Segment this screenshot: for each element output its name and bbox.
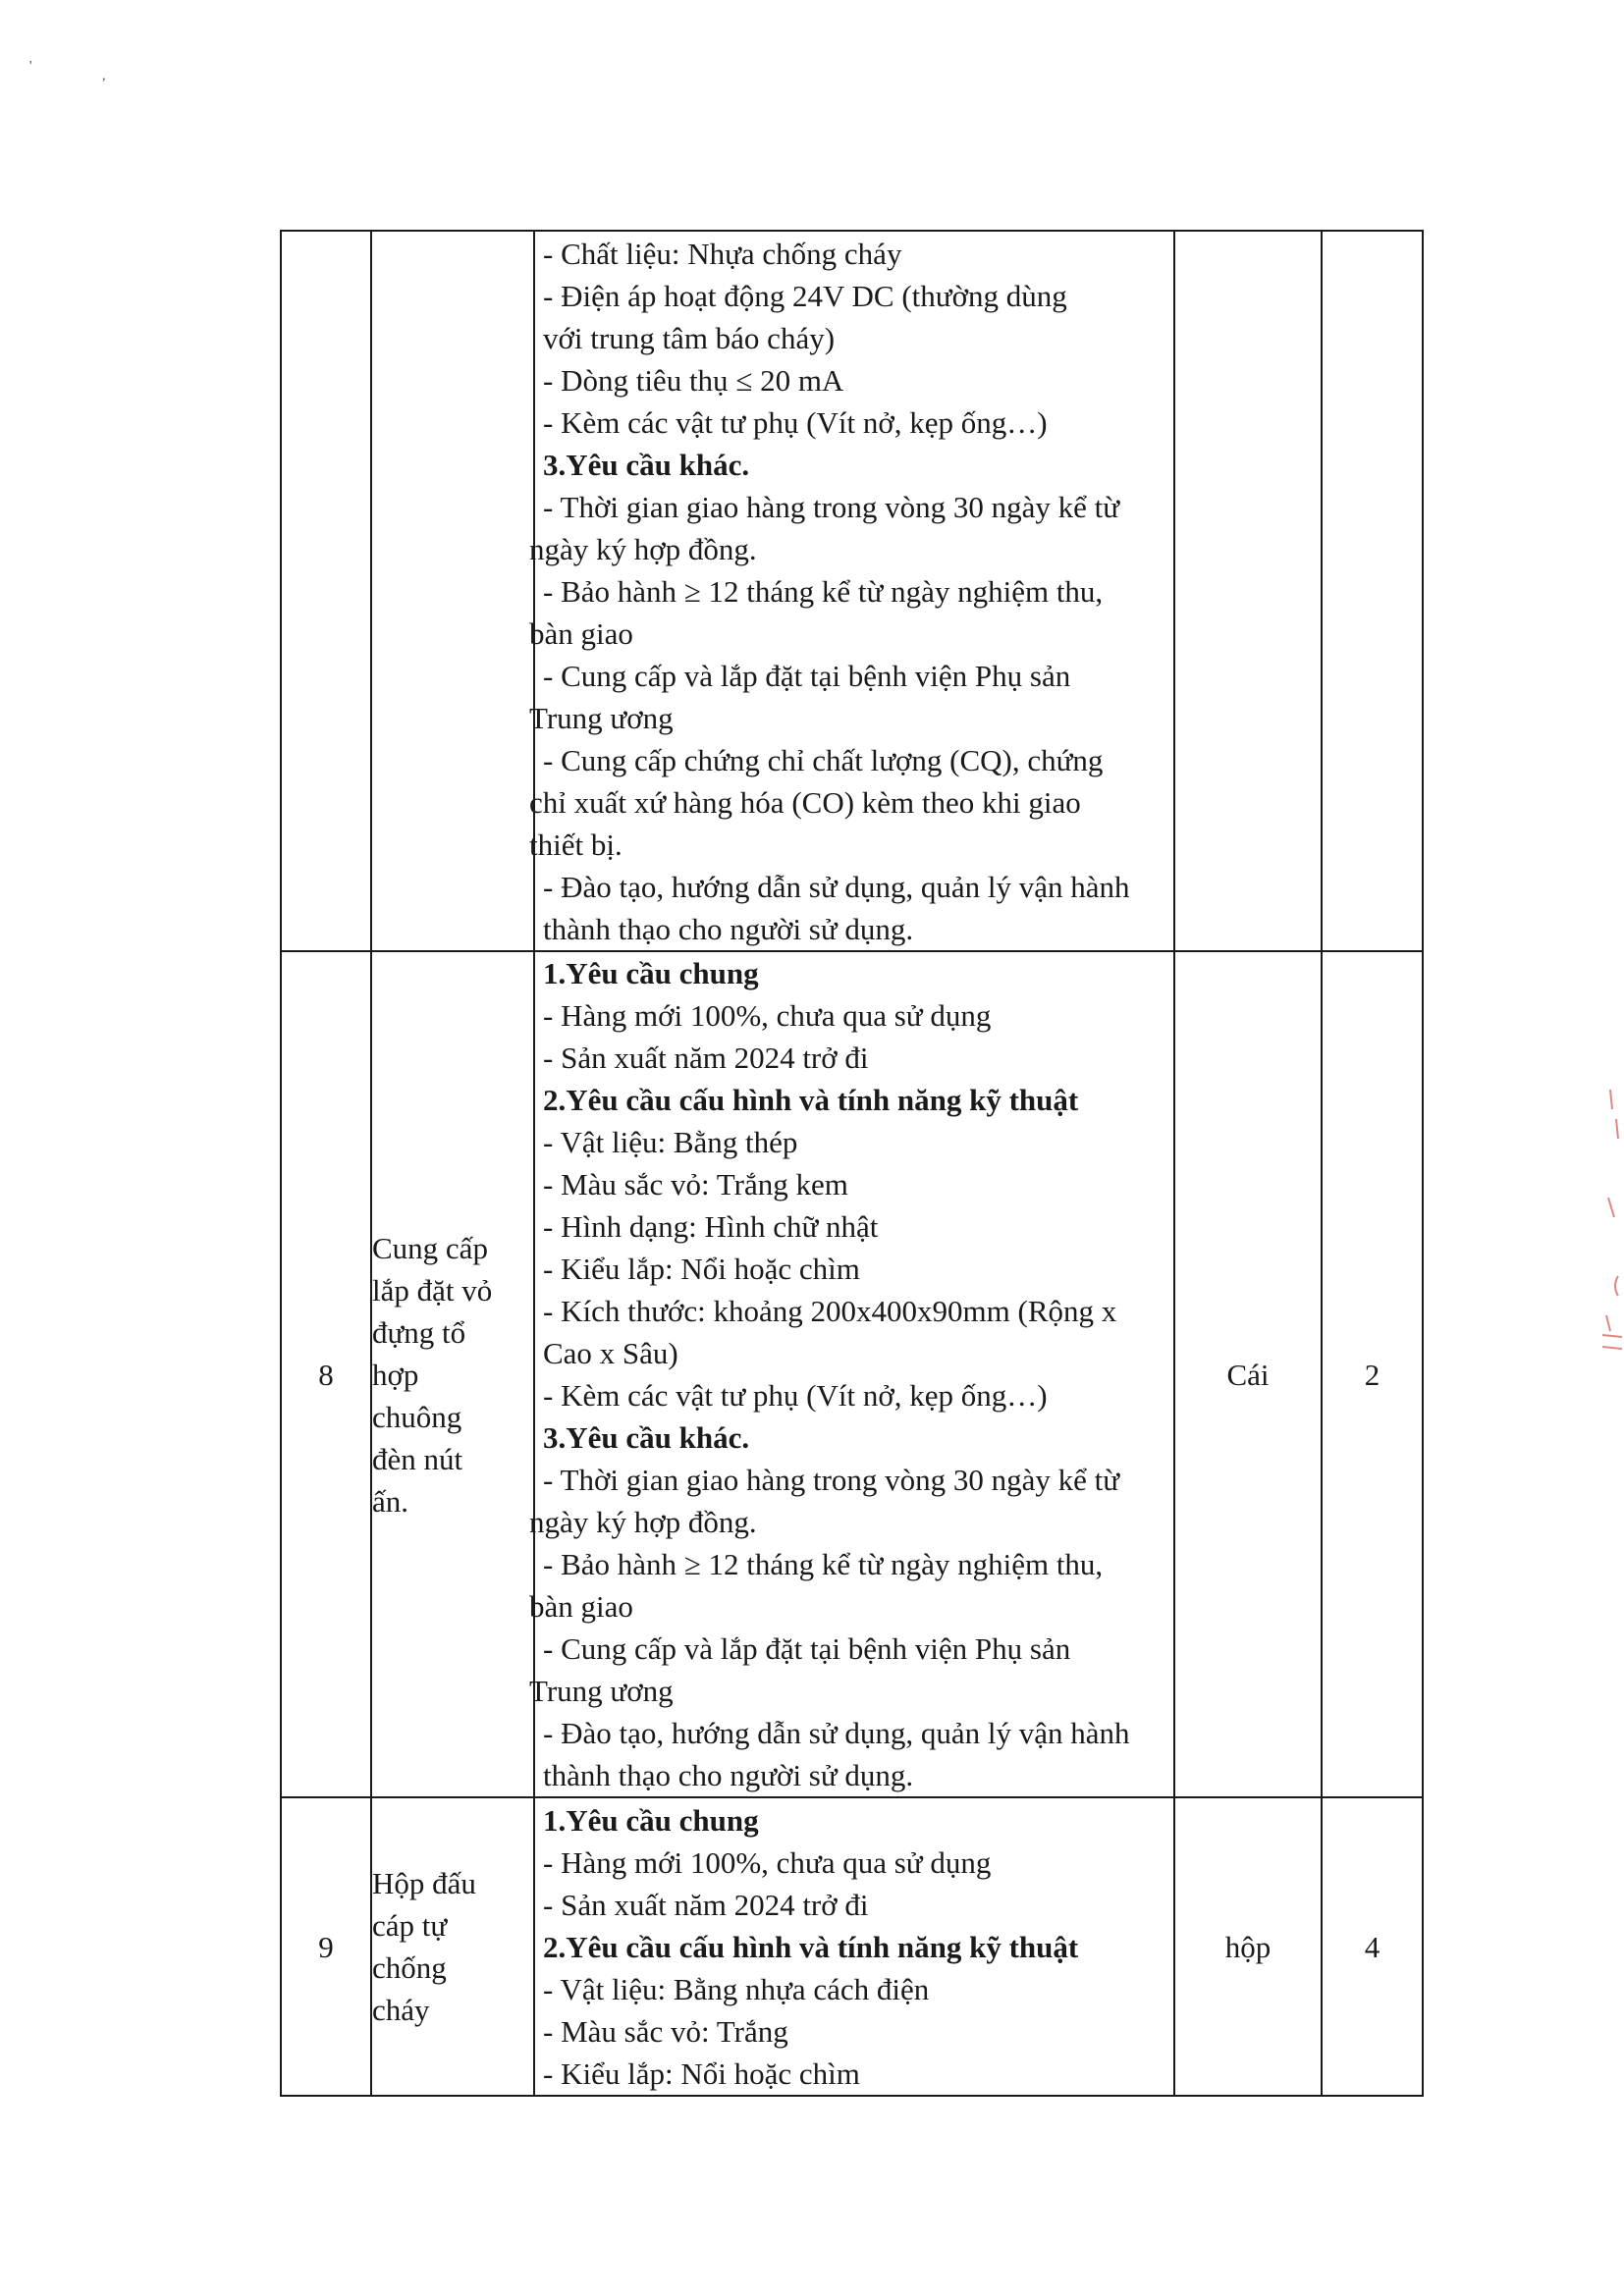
spec-line: - Bảo hành ≥ 12 tháng kể từ ngày nghiệm thu,	[543, 573, 1104, 609]
spec-line: thành thạo cho người sử dụng.	[543, 1758, 914, 1792]
spec-line: - Kèm các vật tư phụ (Vít nở, kẹp ống…)	[543, 1378, 1048, 1413]
qty-cell: 4	[1322, 1797, 1423, 2096]
spec-line: - Cung cấp và lắp đặt tại bệnh viện Phụ sản	[543, 658, 1071, 693]
stt-cell: 8	[281, 951, 371, 1797]
spec-heading: 2.Yêu cầu cấu hình và tính năng kỹ thuật	[543, 1083, 1079, 1117]
item-name-cell	[371, 1797, 534, 2096]
spec-line: Trung ương	[529, 700, 674, 735]
spec-line: bàn giao	[529, 615, 633, 651]
spec-heading: 3.Yêu cầu khác.	[543, 447, 750, 482]
spec-line: thành thạo cho người sử dụng.	[543, 911, 914, 946]
spec-line: - Sản xuất năm 2024 trở đi	[543, 1887, 869, 1922]
table-row	[281, 1797, 1423, 2096]
scan-speck: ,	[102, 69, 106, 83]
item-name	[372, 1227, 533, 1522]
spec-line: bàn giao	[529, 1589, 633, 1624]
item-name-line: ấn.	[372, 1483, 409, 1519]
table-row	[281, 951, 1423, 1797]
item-name-line: hợp	[372, 1357, 419, 1392]
spec-table	[280, 230, 1424, 2097]
qty-cell: 2	[1322, 951, 1423, 1797]
spec-text	[529, 952, 1173, 1796]
spec-cell	[529, 951, 1174, 1797]
spec-line: - Đào tạo, hướng dẫn sử dụng, quản lý vận hành	[543, 1716, 1130, 1750]
spec-line: - Kèm các vật tư phụ (Vít nở, kẹp ống…)	[543, 404, 1048, 440]
spec-line: - Cung cấp và lắp đặt tại bệnh viện Phụ sản	[543, 1631, 1071, 1666]
red-seal-edge	[1589, 1080, 1624, 1374]
spec-line: - Hàng mới 100%, chưa qua sử dụng	[543, 998, 992, 1033]
spec-line: Trung ương	[529, 1674, 674, 1708]
item-name-cell	[371, 951, 534, 1797]
spec-line: thiết bị.	[529, 827, 623, 862]
spec-line: - Hàng mới 100%, chưa qua sử dụng	[543, 1844, 992, 1880]
spec-cell	[534, 1797, 1174, 2096]
spec-line: - Thời gian giao hàng trong vòng 30 ngày kể từ	[543, 489, 1120, 524]
item-name	[372, 1862, 533, 2031]
spec-line: - Dòng tiêu thụ ≤ 20 mA	[543, 362, 844, 398]
spec-line: - Chất liệu: Nhựa chống cháy	[543, 236, 902, 271]
spec-line: ngày ký hợp đồng.	[529, 531, 757, 566]
spec-line: - Màu sắc vỏ: Trắng kem	[543, 1167, 848, 1201]
unit-cell: Cái	[1174, 951, 1322, 1797]
spec-line: - Vật liệu: Bằng nhựa cách điện	[543, 1971, 930, 2006]
item-name-line: đèn nút	[372, 1441, 463, 1476]
item-name-line: Hộp đấu	[372, 1866, 476, 1900]
spec-line: - Vật liệu: Bằng thép	[543, 1125, 798, 1159]
scan-speck: '	[29, 59, 32, 74]
spec-line: - Cung cấp chứng chỉ chất lượng (CQ), chứng	[543, 742, 1104, 777]
spec-line: - Đào tạo, hướng dẫn sử dụng, quản lý vận hành	[543, 869, 1130, 904]
spec-heading: 3.Yêu cầu khác.	[543, 1420, 750, 1455]
stt-cell	[281, 231, 371, 951]
item-name-line: Cung cấp	[372, 1230, 488, 1265]
spec-heading: 1.Yêu cầu chung	[543, 1802, 759, 1838]
qty-cell	[1322, 231, 1423, 951]
table-row	[281, 231, 1423, 951]
item-name-line: chuông	[372, 1399, 462, 1434]
spec-text	[535, 1799, 1173, 2095]
spec-line: - Thời gian giao hàng trong vòng 30 ngày kể từ	[543, 1463, 1120, 1497]
item-name-cell	[371, 231, 534, 951]
spec-line: - Kiểu lắp: Nổi hoặc chìm	[543, 1252, 860, 1286]
spec-text	[529, 233, 1173, 950]
stt-cell: 9	[281, 1797, 371, 2096]
spec-heading: 1.Yêu cầu chung	[543, 956, 759, 990]
item-name-line: đựng tổ	[372, 1314, 466, 1350]
spec-table-body	[281, 231, 1423, 2096]
spec-line: - Kích thước: khoảng 200x400x90mm (Rộng x	[543, 1294, 1117, 1328]
item-name-line: chống	[372, 1950, 447, 1985]
spec-line: - Điện áp hoạt động 24V DC (thường dùng	[543, 278, 1067, 313]
unit-cell: hộp	[1174, 1797, 1322, 2096]
spec-line: - Bảo hành ≥ 12 tháng kể từ ngày nghiệm thu,	[543, 1547, 1104, 1581]
spec-line: chỉ xuất xứ hàng hóa (CO) kèm theo khi giao	[529, 784, 1081, 820]
item-name-line: cáp tự	[372, 1908, 448, 1943]
unit-cell	[1174, 231, 1322, 951]
spec-line: với trung tâm báo cháy)	[543, 320, 836, 355]
spec-line: - Màu sắc vỏ: Trắng	[543, 2013, 788, 2049]
spec-line: ngày ký hợp đồng.	[529, 1505, 757, 1539]
spec-line: - Kiểu lắp: Nổi hoặc chìm	[543, 2056, 860, 2091]
spec-line: Cao x Sâu)	[543, 1336, 678, 1370]
spec-heading: 2.Yêu cầu cấu hình và tính năng kỹ thuật	[543, 1929, 1079, 1964]
item-name-line: lắp đặt vỏ	[372, 1272, 493, 1308]
spec-line: - Sản xuất năm 2024 trở đi	[543, 1041, 869, 1075]
spec-line: - Hình dạng: Hình chữ nhật	[543, 1209, 879, 1244]
item-name-line: cháy	[372, 1993, 430, 2027]
spec-cell	[529, 231, 1174, 951]
